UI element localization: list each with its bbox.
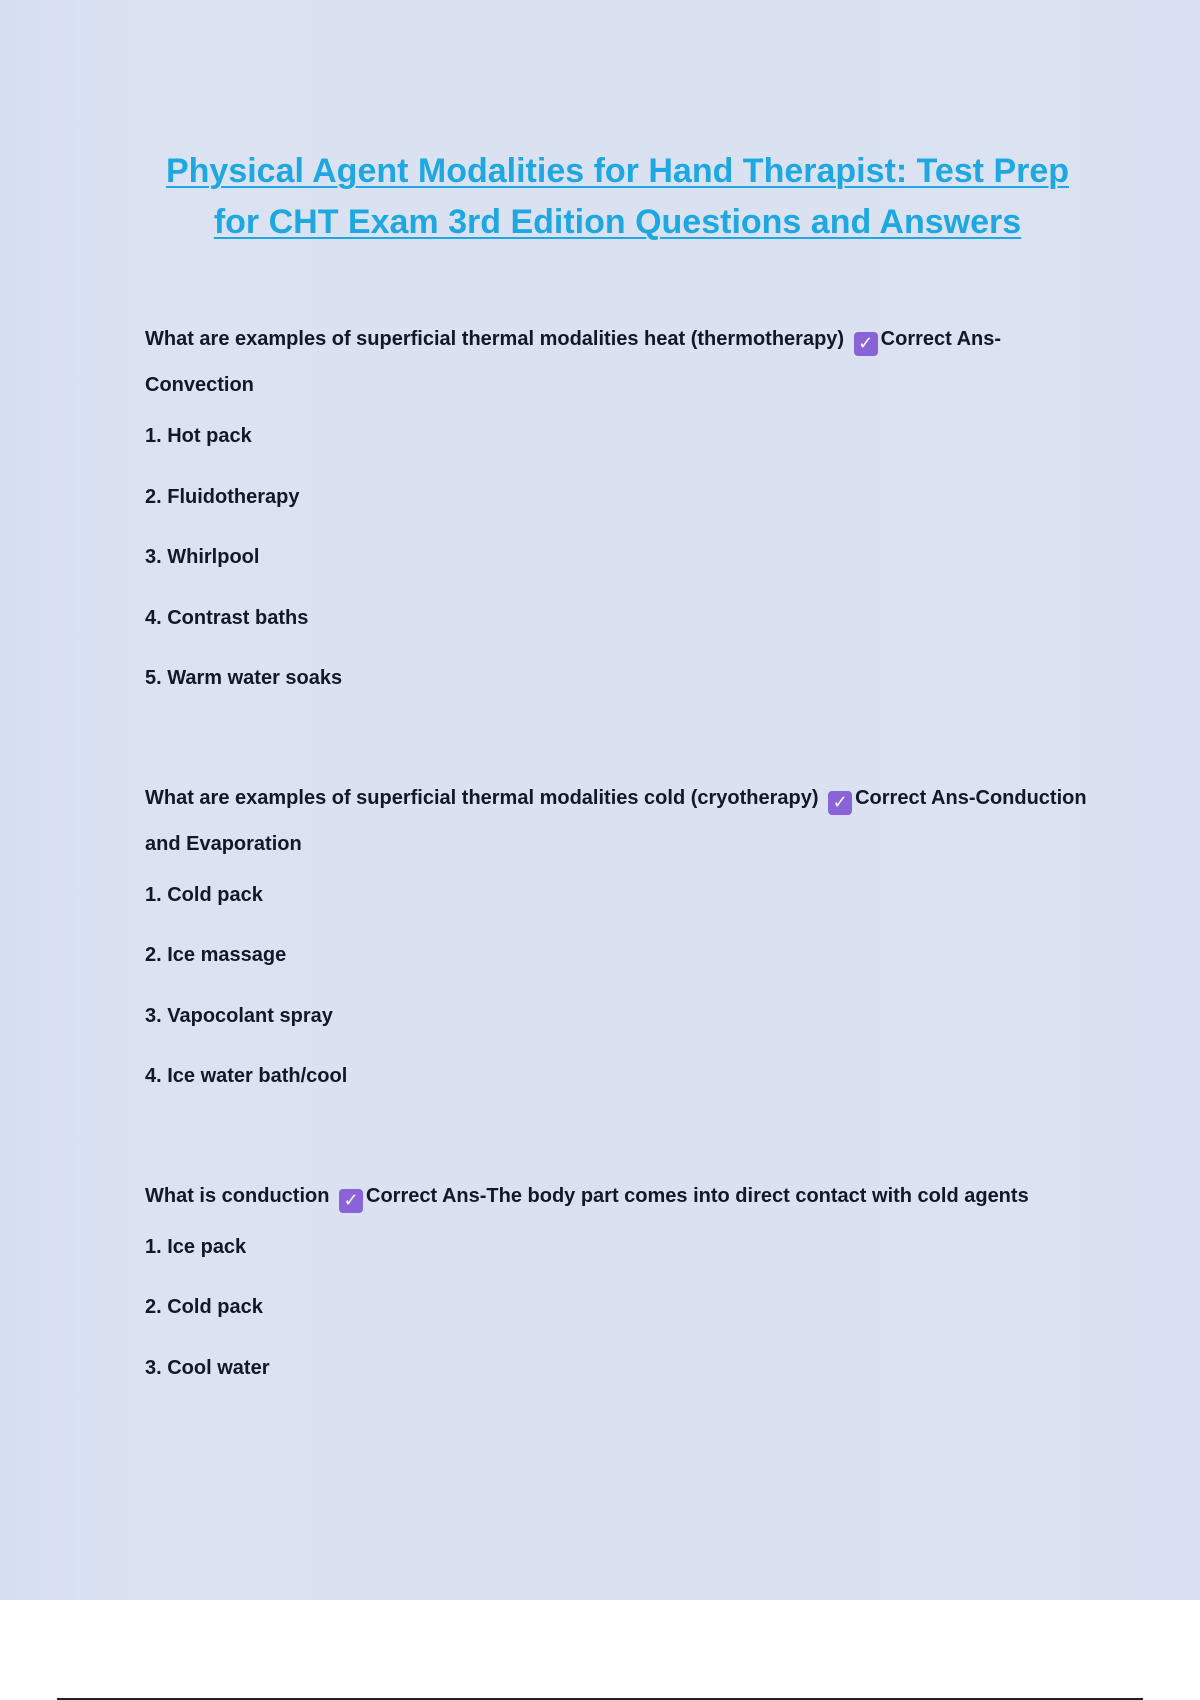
qa-content	[145, 316, 1090, 1464]
title-line-2: for CHT Exam 3rd Edition Questions and Answers	[213, 203, 1022, 241]
list-item: 2. Ice massage	[145, 944, 287, 966]
list-item: 1. Hot pack	[145, 425, 252, 447]
list-item: 3. Vapocolant spray	[145, 1004, 333, 1027]
list-item: 4. Ice water bath/cool	[145, 1065, 348, 1087]
question-text: What are examples of superficial thermal modalities heat (thermotherapy)	[145, 328, 845, 350]
list-item: 2. Cold pack	[145, 1296, 263, 1318]
list-item: 3. Cool water	[145, 1356, 270, 1379]
list-item: 1. Ice pack	[145, 1235, 247, 1258]
qa-item-3	[145, 1173, 1090, 1415]
checkbox-checked-icon: ✓	[854, 332, 878, 356]
qa-item-1	[145, 316, 1090, 725]
question-text: What is conduction	[145, 1184, 330, 1207]
checkbox-checked-icon: ✓	[828, 791, 852, 815]
document-title	[140, 146, 1095, 248]
answer-text: Correct Ans-Conduction and Evaporation	[145, 786, 1087, 855]
list-item: 1. Cold pack	[145, 883, 263, 906]
list-item: 2. Fluidotherapy	[145, 485, 300, 508]
list-item: 3. Whirlpool	[145, 546, 260, 568]
qa-item-2	[145, 775, 1090, 1123]
question-text: What are examples of superficial thermal modalities cold (cryotherapy)	[145, 786, 819, 809]
checkbox-checked-icon: ✓	[339, 1189, 363, 1213]
answer-text: Correct Ans-Convection	[145, 328, 1002, 396]
list-item: 5. Warm water soaks	[145, 667, 343, 689]
question-block	[145, 775, 1090, 867]
title-line-1: Physical Agent Modalities for Hand Therapist: Test Prep	[165, 152, 1070, 190]
list-item: 4. Contrast baths	[145, 606, 309, 629]
question-block	[145, 1173, 1090, 1219]
answer-text: Correct Ans-The body part comes into direct contact with cold agents	[366, 1184, 1029, 1207]
question-block	[145, 316, 1090, 408]
